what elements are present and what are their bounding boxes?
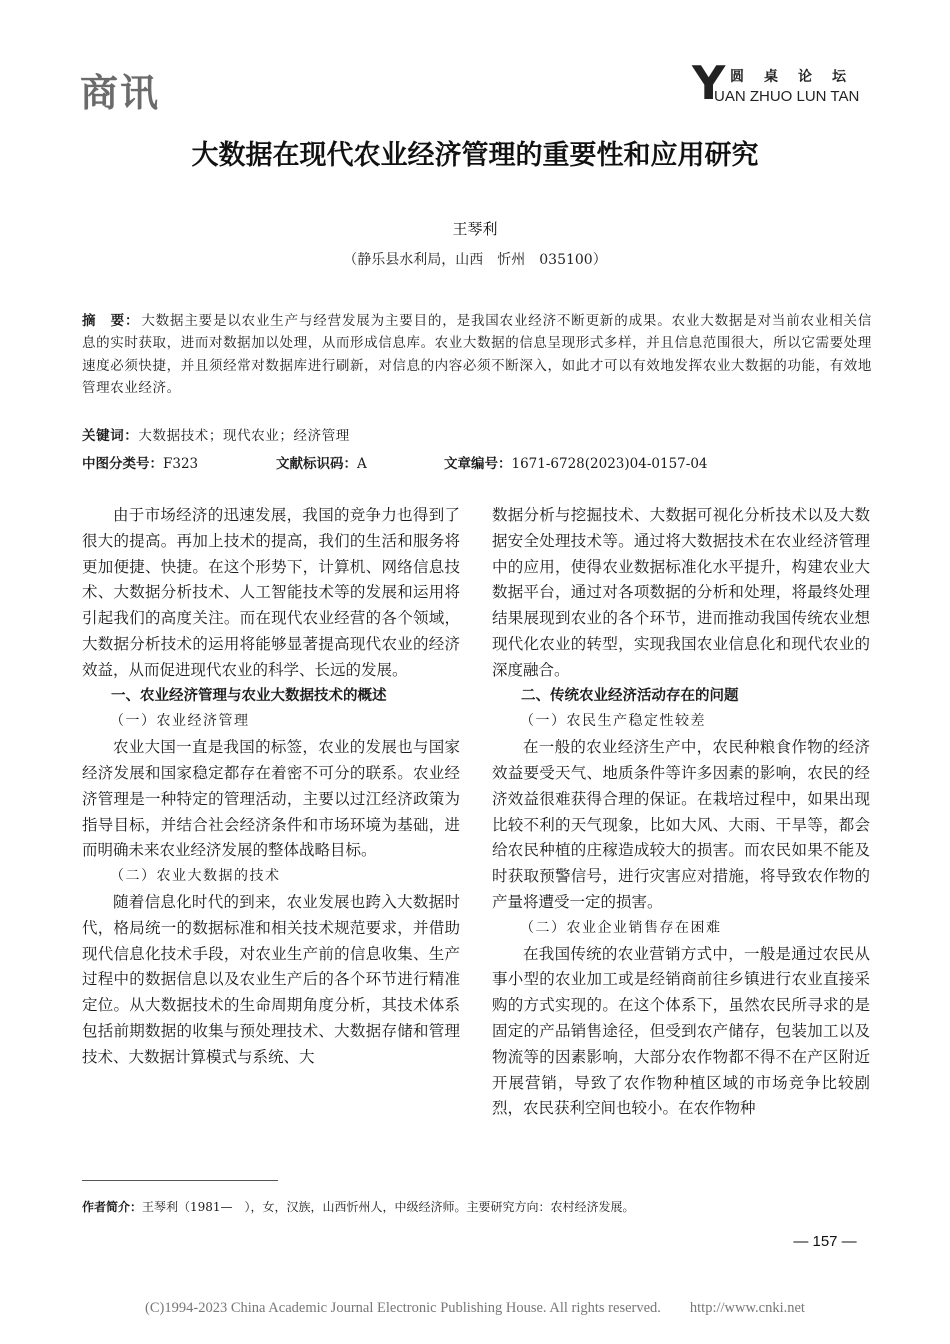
document-code-label: 文献标识码： (276, 456, 357, 472)
copyright-notice: (C)1994-2023 China Academic Journal Electronic Publishing House. All rights reserved. http://www.cnki.net (145, 1300, 805, 1316)
paragraph-continued: 数据分析与挖掘技术、大数据可视化分析技术以及大数据安全处理技术等。通过将大数据技术在农业经济管理中的应用，使得农业数据标准化水平提升，构建农业大数据平台，通过对各项数据的分析和处理，将最终处理结果展现到农业的各个环节，进而推动我国传统农业想现代化农业的转型，实现我国农业信息化和现代农业的深度融合。 (492, 506, 870, 679)
paragraph: 随着信息化时代的到来，农业发展也跨入大数据时代，格局统一的数据标准和相关技术规范要求，并借助现代信息化技术手段，对农业生产前的信息收集、生产过程中的数据信息以及农业生产后的各个环节进行精准定位。从大数据技术的生命周期角度分析，其技术体系包括前期数据的收集与预处理技术、大数据存储和管理技术、大数据计算模式与系统、大 (82, 892, 460, 1066)
column-logo-pinyin: UAN ZHUO LUN TAN (714, 88, 860, 105)
abstract (82, 310, 872, 399)
abstract-label: 摘 要： (82, 313, 140, 329)
footnote-divider (82, 1180, 278, 1181)
page-number: — 157 — (793, 1233, 857, 1250)
document-code (276, 452, 367, 472)
article-title: 大数据在现代农业经济管理的重要性和应用研究 (191, 140, 759, 171)
keywords-label: 关键词： (82, 428, 139, 444)
column-logo-letter: Y (692, 56, 726, 110)
column-logo-chinese: 圆桌论坛 (730, 69, 866, 85)
clc-label: 中图分类号： (82, 456, 163, 472)
subsection-heading: （二）农业企业销售存在困难 (520, 919, 722, 936)
journal-logo-left: 商讯 (80, 71, 161, 115)
clc-value: F323 (163, 456, 199, 472)
document-code-value: A (357, 456, 367, 472)
keywords-text: 大数据技术；现代农业；经济管理 (138, 428, 350, 444)
abstract-text: 大数据主要是以农业生产与经营发展为主要目的，是我国农业经济不断更新的成果。农业大数据是对当前农业相关信息的实时获取，进而对数据加以处理，从而形成信息库。农业大数据的信息呈现形式多样，并且信息范围很大，所以它需要处理速度必须快捷，并且须经常对数据库进行刷新，对信息的内容必须不断深入，如此才可以有效地发挥农业大数据的功能，有效地管理农业经济。 (82, 313, 872, 396)
body-column-right (492, 503, 870, 1122)
section-heading: 二、传统农业经济活动存在的问题 (521, 687, 739, 704)
section-heading: 一、农业经济管理与农业大数据技术的概述 (111, 687, 387, 704)
article-author: 王琴利 (452, 220, 498, 238)
article-number (444, 452, 708, 472)
clc-number (82, 452, 198, 472)
subsection-heading: （一）农业经济管理 (110, 713, 250, 730)
subsection-heading: （二）农业大数据的技术 (110, 868, 281, 885)
keywords (82, 424, 872, 444)
paragraph: 在一般的农业经济生产中，农民种粮食作物的经济效益要受天气、地质条件等许多因素的影响，农民的经济效益很难获得合理的保证。在栽培过程中，如果出现比较不利的天气现象，比如大风、大雨、干旱等，都会给农民种植的庄稼造成较大的损害。而农民如果不能及时获取预警信号，进行灾害应对措施，将导致农作物的产量将遭受一定的损害。 (492, 738, 870, 911)
author-affiliation: （静乐县水利局，山西 忻州 035100） (343, 252, 607, 268)
column-logo (692, 56, 882, 110)
paragraph: 由于市场经济的迅速发展，我国的竞争力也得到了很大的提高。再加上技术的提高，我们的生活和服务将更加便捷、快捷。在这个形势下，计算机、网络信息技术、大数据分析技术、人工智能技术等的发展和运用将引起我们的高度关注。而在现代农业经营的各个领域，大数据分析技术的运用将能够显著提高现代农业的经济效益，从而促进现代农业的科学、长远的发展。 (82, 506, 460, 679)
author-bio (82, 1198, 872, 1215)
author-bio-text: 王琴利（1981— ），女，汉族，山西忻州人，中级经济师。主要研究方向：农村经济发展。 (142, 1200, 635, 1214)
body-column-left (82, 503, 460, 1071)
author-bio-label: 作者简介： (82, 1200, 143, 1214)
article-number-label: 文章编号： (444, 456, 512, 472)
classification-row (82, 452, 872, 474)
article-number-value: 1671-6728(2023)04-0157-04 (511, 456, 708, 472)
paragraph: 农业大国一直是我国的标签，农业的发展也与国家经济发展和国家稳定都存在着密不可分的联系。农业经济管理是一种特定的管理活动，主要以过江经济政策为指导目标，并结合社会经济条件和市场环境为基础，进而明确未来农业经济发展的整体战略目标。 (82, 738, 460, 860)
subsection-heading: （一）农民生产稳定性较差 (520, 713, 706, 730)
paragraph: 在我国传统的农业营销方式中，一般是通过农民从事小型的农业加工或是经销商前往乡镇进行农业直接采购的方式实现的。在这个体系下，虽然农民所寻求的是固定的产品销售途径，但受到农产储存，包装加工以及物流等的因素影响，大部分农作物都不得不在产区附近开展营销，导致了农作物种植区域的市场竞争比较剧烈，农民获利空间也较小。在农作物种 (492, 944, 870, 1118)
